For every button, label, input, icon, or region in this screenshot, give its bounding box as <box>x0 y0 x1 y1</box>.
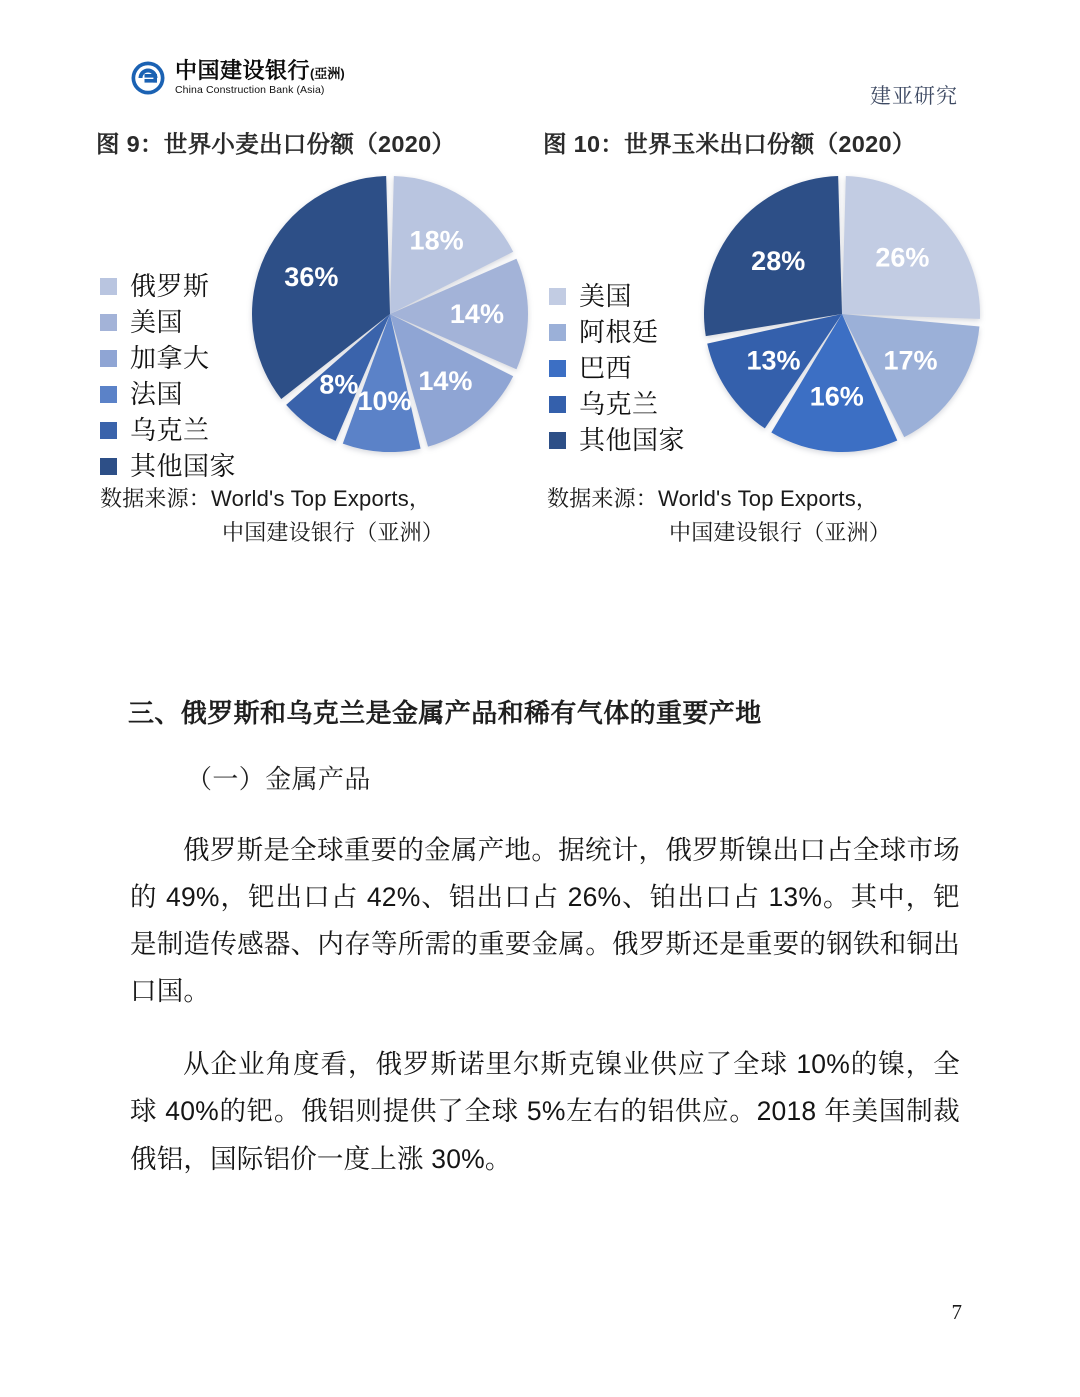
legend-swatch-icon <box>100 278 117 295</box>
figure-9-source <box>100 482 444 550</box>
legend-item <box>549 278 685 314</box>
pie-slice-label: 13% <box>746 345 801 376</box>
figure-10-body <box>543 172 993 502</box>
legend-swatch-icon <box>549 432 566 449</box>
pie-slice-label: 36% <box>284 262 339 293</box>
section-heading: 三、俄罗斯和乌克兰是金属产品和稀有气体的重要产地 <box>128 698 762 728</box>
legend-swatch-icon <box>100 350 117 367</box>
figure-9-title: 图 9：世界小麦出口份额（2020） <box>96 131 456 157</box>
figure-9-source-line1: 数据来源：World's Top Exports， <box>100 486 432 511</box>
legend-label: 巴西 <box>579 353 633 384</box>
legend-item <box>100 412 236 448</box>
legend-label: 俄罗斯 <box>130 271 210 302</box>
figure-10-title: 图 10：世界玉米出口份额（2020） <box>543 131 916 157</box>
ccb-logo <box>130 60 345 96</box>
legend-item <box>549 314 685 350</box>
legend-label: 美国 <box>130 307 184 338</box>
figure-10-source-line2: 中国建设银行（亚洲） <box>669 520 892 546</box>
pie-slice-label: 18% <box>409 225 464 256</box>
legend-swatch-icon <box>549 360 566 377</box>
pie-slice-label: 14% <box>418 366 473 397</box>
legend-item <box>100 304 236 340</box>
page-number: 7 <box>951 1300 962 1324</box>
legend-swatch-icon <box>100 422 117 439</box>
logo-english-name: China Construction Bank (Asia) <box>175 84 325 97</box>
legend-swatch-icon <box>549 324 566 341</box>
pie-chart <box>700 172 984 456</box>
legend-item <box>549 386 685 422</box>
legend-swatch-icon <box>549 396 566 413</box>
figure-10-source-line1: 数据来源：World's Top Exports， <box>547 486 879 511</box>
pie-slice-label: 17% <box>883 345 938 376</box>
figure-9 <box>96 130 546 546</box>
legend-swatch-icon <box>100 386 117 403</box>
figure-10-legend <box>549 278 685 458</box>
figure-9-pie <box>248 172 532 456</box>
body-paragraph-1: 俄罗斯是全球重要的金属产地。据统计，俄罗斯镍出口占全球市场的 49%，钯出口占 42%、铝出口占 26%、铂出口占 13%。其中，钯是制造传感器、内存等所需的重要金属。俄罗斯还是重要的钢铁和铜出口国。 <box>130 834 960 1007</box>
ccb-logo-icon <box>130 60 166 96</box>
legend-label: 乌克兰 <box>130 415 210 446</box>
pie-slice-label: 10% <box>357 385 412 416</box>
figure-10-pie <box>700 172 984 456</box>
figure-9-source-line2: 中国建设银行（亚洲） <box>222 520 445 546</box>
legend-label: 其他国家 <box>579 425 686 456</box>
figure-9-body <box>96 172 546 502</box>
legend-swatch-icon <box>100 458 117 475</box>
article-content <box>0 697 1080 1183</box>
header-research-label: 建亚研究 <box>870 84 958 108</box>
pie-slice-label: 16% <box>809 381 864 412</box>
logo-chinese-name: 中国建设银行(亞洲) <box>175 58 345 84</box>
legend-label: 乌克兰 <box>579 389 659 420</box>
legend-label: 其他国家 <box>130 451 237 482</box>
legend-label: 美国 <box>579 281 633 312</box>
figure-10-source <box>547 482 891 550</box>
pie-slice-label: 14% <box>449 299 504 330</box>
legend-swatch-icon <box>100 314 117 331</box>
legend-swatch-icon <box>549 288 566 305</box>
pie-chart <box>248 172 532 456</box>
legend-item <box>549 350 685 386</box>
pie-slice-label: 26% <box>875 242 930 273</box>
legend-item <box>549 422 685 458</box>
legend-label: 阿根廷 <box>579 317 659 348</box>
legend-item <box>100 376 236 412</box>
legend-label: 法国 <box>130 379 184 410</box>
legend-item <box>100 448 236 484</box>
page-header <box>0 52 1080 112</box>
body-paragraph-2: 从企业角度看，俄罗斯诺里尔斯克镍业供应了全球 10%的镍，全球 40%的钯。俄铝则提供了全球 5%左右的铝供应。2018 年美国制裁俄铝，国际铝价一度上涨 30%。 <box>130 1049 960 1174</box>
subsection-heading: （一）金属产品 <box>186 763 371 794</box>
pie-slice-label: 8% <box>319 369 359 400</box>
figure-9-legend <box>100 268 236 484</box>
logo-region-suffix: (亞洲) <box>310 66 345 82</box>
figure-10 <box>543 130 993 546</box>
legend-item <box>100 268 236 304</box>
legend-label: 加拿大 <box>130 343 210 374</box>
pie-slice-label: 28% <box>751 246 806 277</box>
legend-item <box>100 340 236 376</box>
